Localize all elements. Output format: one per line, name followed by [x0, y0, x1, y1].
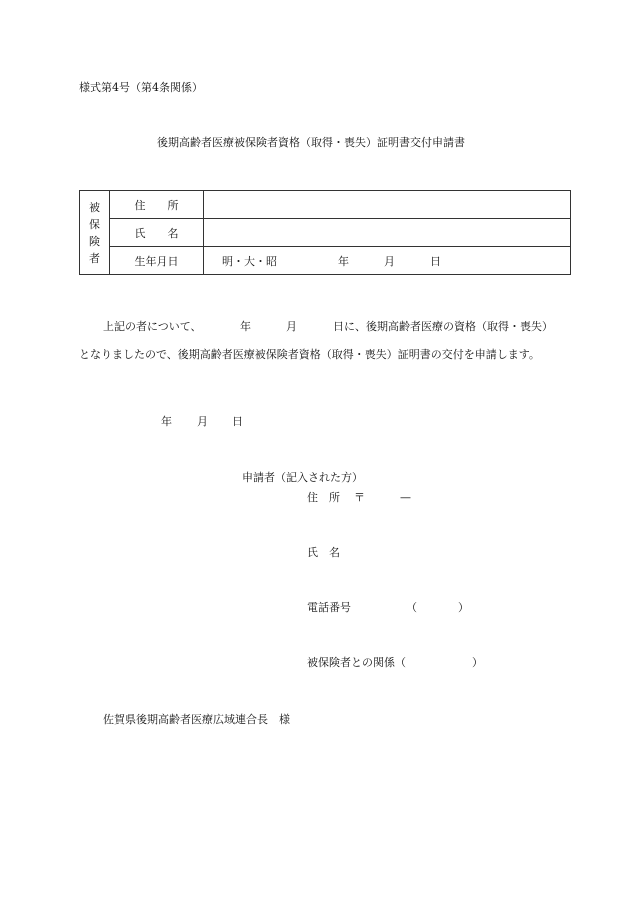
application-date-year-unit: 年 [161, 415, 172, 428]
addressee: 佐賀県後期高齢者医療広域連合長 様 [103, 713, 290, 726]
group-label-char: 険 [89, 234, 100, 248]
relationship-label: 被保険者との関係（ [307, 656, 406, 669]
address-label: 住 所 [110, 191, 204, 219]
postal-code-dash: — [400, 491, 411, 504]
statement-year-unit: 年 [240, 320, 251, 333]
name-field[interactable] [204, 219, 571, 247]
application-date-month-unit: 月 [197, 415, 208, 428]
birthdate-day-unit: 日 [430, 254, 441, 268]
postal-mark: 〒 [354, 491, 365, 504]
address-field[interactable] [204, 191, 571, 219]
applicant-heading: 申請者（記入された方） [242, 471, 363, 484]
birthdate-label: 生年月日 [110, 247, 204, 275]
birthdate-field[interactable] [204, 247, 571, 275]
form-number: 様式第4号（第4条関係） [79, 81, 203, 94]
application-date-day-unit: 日 [232, 415, 243, 428]
phone-close-paren: ） [458, 601, 469, 614]
birthdate-month-unit: 月 [384, 254, 395, 268]
group-label-char: 被 [89, 200, 100, 214]
statement-suffix: 日に、後期高齢者医療の資格（取得・喪失） [333, 320, 553, 333]
applicant-name-label: 氏 名 [307, 546, 340, 559]
name-label: 氏 名 [110, 219, 204, 247]
group-label-char: 保 [89, 217, 100, 231]
birthdate-year-unit: 年 [338, 254, 349, 268]
document-title: 後期高齢者医療被保険者資格（取得・喪失）証明書交付申請書 [157, 136, 465, 149]
statement-month-unit: 月 [286, 320, 297, 333]
group-label-char: 者 [89, 251, 100, 265]
phone-open-paren: （ [406, 601, 417, 614]
applicant-address-label: 住 所 [307, 491, 340, 504]
statement-prefix: 上記の者について、 [103, 320, 202, 333]
insured-person-table [79, 190, 571, 275]
insured-person-group-label [80, 191, 110, 275]
birthdate-era-options: 明・大・昭 [222, 254, 277, 268]
statement-line-2: となりましたので、後期高齢者医療被保険者資格（取得・喪失）証明書の交付を申請します。 [79, 348, 540, 361]
phone-number-label: 電話番号 [307, 601, 351, 614]
relationship-close-paren: ） [472, 656, 483, 669]
